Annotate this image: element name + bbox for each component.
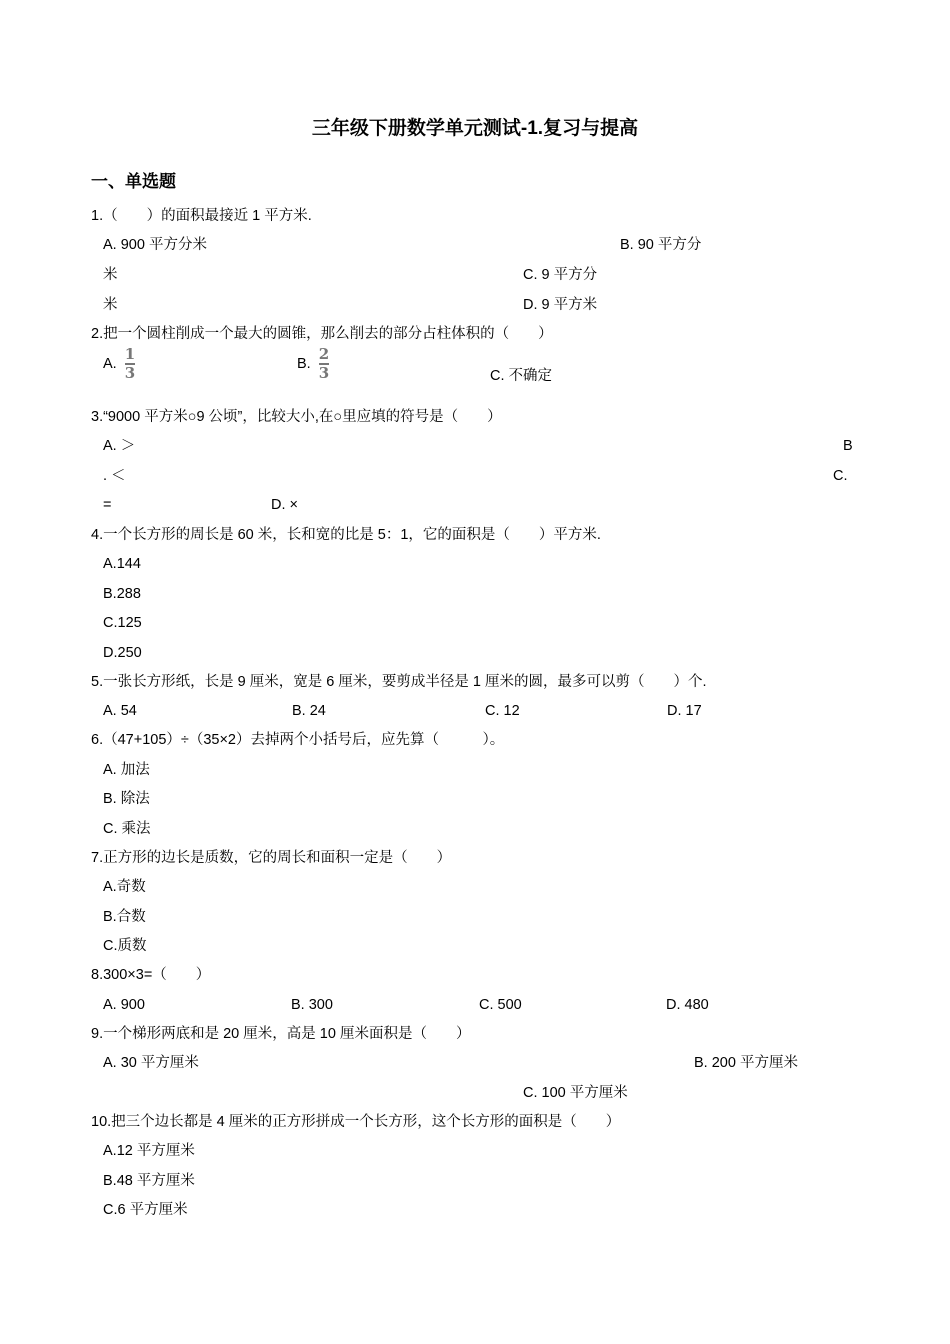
q5-option-c: C. 12: [485, 703, 520, 719]
q2-option-a-label: A.: [103, 356, 117, 372]
q3-option-c-wrap: =: [103, 497, 112, 513]
q6-option-c: C. 乘法: [103, 821, 151, 837]
q6-option-b: B. 除法: [103, 791, 150, 807]
section-heading: 一、单选题: [91, 172, 176, 191]
q5-option-d: D. 17: [667, 703, 702, 719]
q4-option-b: B.288: [103, 586, 141, 602]
q2-option-a: [103, 347, 135, 381]
q8-option-a: A. 900: [103, 997, 145, 1013]
q4-option-a: A.144: [103, 556, 141, 572]
question-8-stem: 8.300×3=（ ）: [91, 967, 211, 983]
q1-option-c-wrap: 米: [103, 297, 118, 313]
q9-option-a: A. 30 平方厘米: [103, 1055, 199, 1071]
q7-option-c: C.质数: [103, 938, 147, 954]
fraction-denominator: 3: [124, 364, 136, 382]
question-2-stem: 2.把一个圆柱削成一个最大的圆锥，那么削去的部分占柱体积的（ ）: [91, 326, 553, 342]
page-title: 三年级下册数学单元测试-1.复习与提高: [311, 118, 639, 139]
fraction-denominator: 3: [318, 364, 330, 382]
q3-option-b-letter: B: [843, 438, 853, 454]
question-6-stem: 6.（47+105）÷（35×2）去掉两个小括号后，应先算（ ）。: [91, 732, 505, 748]
q8-option-c: C. 500: [479, 997, 522, 1013]
q10-option-c: C.6 平方厘米: [103, 1202, 188, 1218]
q2-option-b-label: B.: [297, 356, 311, 372]
q5-option-b: B. 24: [292, 703, 326, 719]
question-4-stem: 4.一个长方形的周长是 60 米，长和宽的比是 5：1，它的面积是（ ）平方米.: [91, 527, 601, 543]
question-7-stem: 7.正方形的边长是质数，它的周长和面积一定是（ ）: [91, 850, 452, 866]
q7-option-a: A.奇数: [103, 879, 146, 895]
q4-option-d: D.250: [103, 645, 142, 661]
fraction-two-thirds: [319, 347, 329, 381]
q9-option-b: B. 200 平方厘米: [694, 1055, 798, 1071]
fraction-numerator: 1: [124, 345, 136, 363]
question-10-stem: 10.把三个边长都是 4 厘米的正方形拼成一个长方形，这个长方形的面积是（ ）: [91, 1114, 621, 1130]
q10-option-b: B.48 平方厘米: [103, 1173, 195, 1189]
q10-option-a: A.12 平方厘米: [103, 1143, 195, 1159]
q8-option-d: D. 480: [666, 997, 709, 1013]
q3-option-c-letter: C.: [833, 468, 848, 484]
q5-option-a: A. 54: [103, 703, 137, 719]
question-9-stem: 9.一个梯形两底和是 20 厘米，高是 10 厘米面积是（ ）: [91, 1026, 471, 1042]
q3-option-d: D. ×: [271, 497, 298, 513]
fraction-numerator: 2: [318, 345, 330, 363]
q6-option-a: A. 加法: [103, 762, 150, 778]
question-3-stem: 3.“9000 平方米○9 公顷”，比较大小,在○里应填的符号是（ ）: [91, 409, 502, 425]
q1-option-b-wrap: 米: [103, 267, 118, 283]
q1-option-c: C. 9 平方分: [523, 267, 598, 283]
q2-option-c: C. 不确定: [490, 368, 553, 384]
q3-option-b-wrap: . ＜: [103, 468, 126, 484]
q4-option-c: C.125: [103, 615, 142, 631]
fraction-one-third: [125, 347, 135, 381]
q1-option-b: B. 90 平方分: [620, 237, 702, 253]
question-5-stem: 5.一张长方形纸，长是 9 厘米，宽是 6 厘米，要剪成半径是 1 厘米的圆，最多可以剪（ ）个.: [91, 674, 707, 690]
q1-option-a: A. 900 平方分米: [103, 237, 207, 253]
q7-option-b: B.合数: [103, 909, 146, 925]
q9-option-c: C. 100 平方厘米: [523, 1085, 628, 1101]
question-1-stem: 1.（ ）的面积最接近 1 平方米.: [91, 208, 312, 224]
q8-option-b: B. 300: [291, 997, 333, 1013]
q2-option-b: [297, 347, 329, 381]
q1-option-d: D. 9 平方米: [523, 297, 598, 313]
q3-option-a: A. ＞: [103, 438, 136, 454]
